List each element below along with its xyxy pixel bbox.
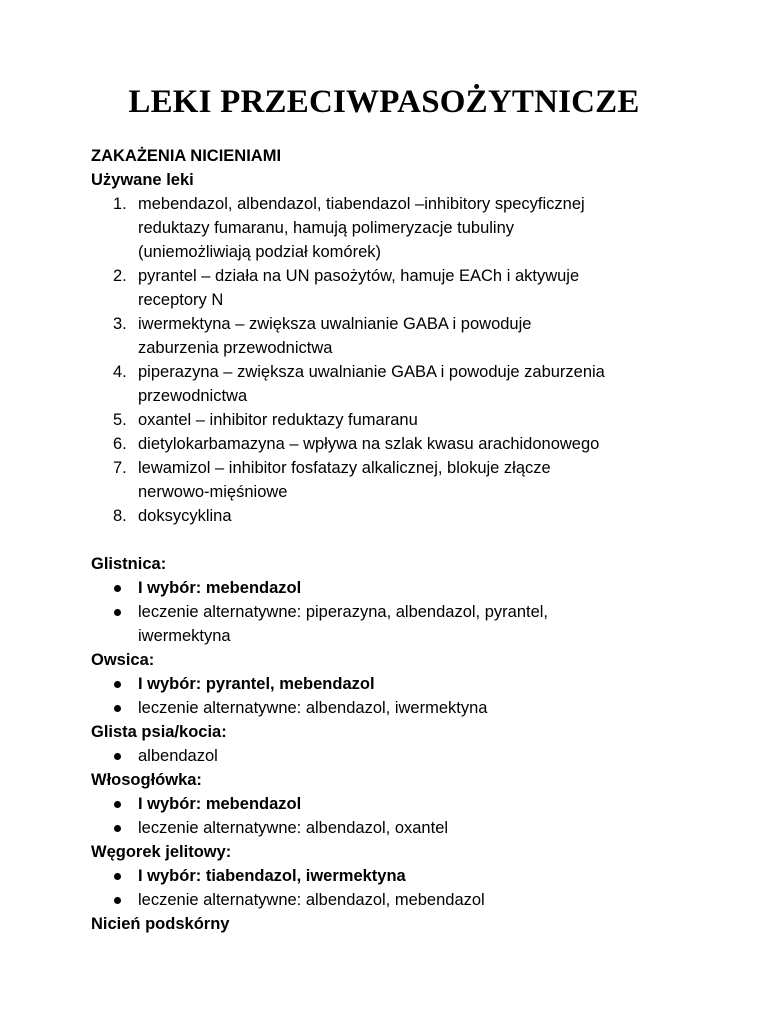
treatment-item — [91, 816, 691, 840]
first-choice-item — [91, 864, 691, 888]
treatment-text-line: I wybór: pyrantel, mebendazol — [138, 675, 375, 693]
drug-text-line: dietylokarbamazyna – wpływa na szlak kwasu arachidonowego — [138, 435, 600, 453]
list-number: 4. — [113, 363, 127, 381]
treatment-text-line: I wybór: mebendazol — [138, 579, 302, 597]
first-choice-item — [91, 576, 691, 600]
bullet-icon — [114, 873, 121, 880]
treatment-list — [91, 792, 691, 840]
treatment-item — [91, 888, 691, 912]
treatment-text-line: iwermektyna — [138, 627, 231, 645]
list-number: 5. — [113, 411, 127, 429]
drug-item — [91, 360, 691, 408]
treatment-text-line: I wybór: tiabendazol, iwermektyna — [138, 867, 406, 885]
treatment-text-line: leczenie alternatywne: albendazol, mebendazol — [138, 891, 485, 909]
bullet-icon — [114, 609, 121, 616]
treatment-item — [91, 696, 691, 720]
drug-text-line: mebendazol, albendazol, tiabendazol –inhibitory specyficznej — [138, 195, 585, 213]
drug-text-line: (uniemożliwiają podział komórek) — [138, 243, 382, 261]
drug-item — [91, 504, 691, 528]
drug-text-line: piperazyna – zwiększa uwalnianie GABA i powoduje zaburzenia — [138, 363, 605, 381]
treatment-list — [91, 576, 691, 648]
first-choice-item — [91, 792, 691, 816]
drug-item — [91, 264, 691, 312]
drug-item — [91, 456, 691, 504]
drug-text-line: doksycyklina — [138, 507, 232, 525]
treatment-text-line: albendazol — [138, 747, 218, 765]
document-title: LEKI PRZECIWPASOŻYTNICZE — [128, 84, 640, 120]
drug-item — [91, 408, 691, 432]
document-content — [91, 144, 691, 936]
bullet-icon — [114, 753, 121, 760]
treatment-list — [91, 672, 691, 720]
bullet-icon — [114, 801, 121, 808]
treatment-item — [91, 600, 691, 648]
treatment-text-line: leczenie alternatywne: piperazyna, albendazol, pyrantel, — [138, 603, 549, 621]
drug-text-line: reduktazy fumaranu, hamują polimeryzacje tubuliny — [138, 219, 515, 237]
drug-item — [91, 312, 691, 360]
bullet-icon — [114, 897, 121, 904]
drug-text-line: receptory N — [138, 291, 224, 309]
list-number: 3. — [113, 315, 127, 333]
treatment-list — [91, 744, 691, 768]
drug-list — [91, 192, 691, 528]
drug-text-line: lewamizol – inhibitor fosfatazy alkalicznej, blokuje złącze — [138, 459, 551, 477]
infection-heading-wegorek-jelitowy: Węgorek jelitowy: — [91, 843, 232, 861]
infection-heading-glista-psia-kocia: Glista psia/kocia: — [91, 723, 227, 741]
list-number: 2. — [113, 267, 127, 285]
infection-sections — [91, 552, 691, 936]
infection-heading-wlosoglowka: Włosogłówka: — [91, 771, 202, 789]
infection-heading-owsica: Owsica: — [91, 651, 155, 669]
list-number: 8. — [113, 507, 127, 525]
treatment-text-line: leczenie alternatywne: albendazol, iwermektyna — [138, 699, 488, 717]
bullet-icon — [114, 825, 121, 832]
first-choice-item — [91, 672, 691, 696]
drug-item — [91, 192, 691, 264]
list-number: 6. — [113, 435, 127, 453]
infection-heading-nicien-podskorny: Nicień podskórny — [91, 915, 230, 933]
drug-text-line: nerwowo-mięśniowe — [138, 483, 288, 501]
drugs-heading: Używane leki — [91, 171, 194, 189]
treatment-text-line: leczenie alternatywne: albendazol, oxantel — [138, 819, 449, 837]
bullet-icon — [114, 705, 121, 712]
drug-text-line: iwermektyna – zwiększa uwalnianie GABA i powoduje — [138, 315, 532, 333]
drug-text-line: pyrantel – działa na UN pasożytów, hamuje EACh i aktywuje — [138, 267, 580, 285]
list-number: 7. — [113, 459, 127, 477]
drug-text-line: przewodnictwa — [138, 387, 248, 405]
treatment-item — [91, 744, 691, 768]
bullet-icon — [114, 681, 121, 688]
list-number: 1. — [113, 195, 127, 213]
spacer — [91, 528, 691, 552]
section-heading: ZAKAŻENIA NICIENIAMI — [91, 147, 282, 165]
drug-text-line: oxantel – inhibitor reduktazy fumaranu — [138, 411, 418, 429]
drug-text-line: zaburzenia przewodnictwa — [138, 339, 333, 357]
treatment-text-line: I wybór: mebendazol — [138, 795, 302, 813]
bullet-icon — [114, 585, 121, 592]
infection-heading-glistnica: Glistnica: — [91, 555, 167, 573]
drug-item — [91, 432, 691, 456]
treatment-list — [91, 864, 691, 912]
